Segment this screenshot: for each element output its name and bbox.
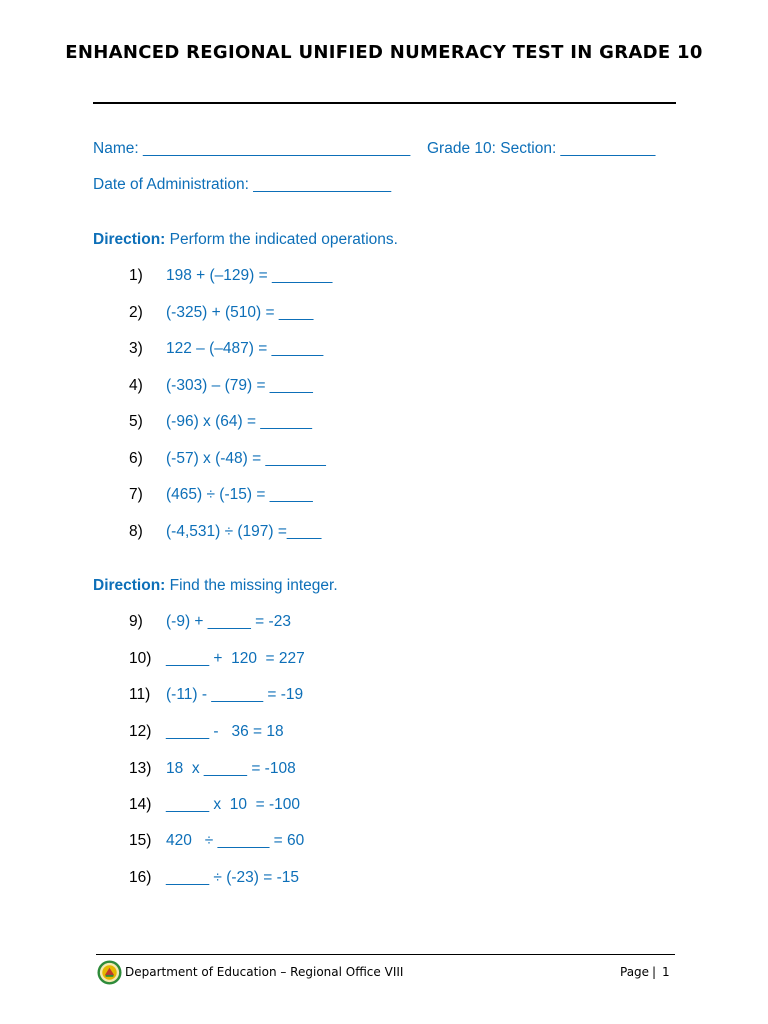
item-number: 14) [129,796,152,813]
item-number: 15) [129,832,152,849]
direction-1-label: Direction: [93,231,166,248]
item-number: 8) [129,523,143,540]
item-expression: (-4,531) ÷ (197) =____ [166,523,322,540]
item-number: 2) [129,304,143,321]
direction-1-text: Perform the indicated operations. [165,231,398,248]
item-expression: 198 + (–129) = _______ [166,267,333,284]
item-expression: (-325) + (510) = ____ [166,304,314,321]
item-number: 6) [129,450,143,467]
footer-page-label: Page [620,965,650,979]
grade-section-field: Grade 10: Section: ___________ [427,140,656,157]
name-field: Name: _______________________________ [93,140,411,157]
item-expression: (-9) + _____ = -23 [166,613,291,630]
item-number: 7) [129,486,143,503]
footer-org: Department of Education – Regional Office VIII [125,965,404,979]
item-number: 9) [129,613,143,630]
item-number: 11) [129,686,151,703]
item-expression: _____ + 120 = 227 [166,650,305,667]
direction-2-text: Find the missing integer. [165,577,338,594]
footer-divider [96,954,675,955]
direction-1 [93,230,398,250]
title-divider [93,102,676,104]
item-number: 4) [129,377,143,394]
item-expression: (-303) – (79) = _____ [166,377,313,394]
page-title: ENHANCED REGIONAL UNIFIED NUMERACY TEST IN GRADE 10 [65,42,703,63]
item-expression: (-57) x (-48) = _______ [166,450,326,467]
item-number: 13) [129,760,152,777]
item-number: 12) [129,723,152,740]
deped-seal-icon [97,960,122,985]
footer-page-number: 1 [662,965,670,979]
item-expression: 18 x _____ = -108 [166,760,296,777]
item-expression: 420 ÷ ______ = 60 [166,832,305,849]
item-expression: (-96) x (64) = ______ [166,413,313,430]
item-expression: _____ ÷ (-23) = -15 [166,869,300,886]
item-expression: 122 – (–487) = ______ [166,340,324,357]
direction-2-label: Direction: [93,577,166,594]
item-expression: (-11) - ______ = -19 [166,686,304,703]
item-number: 10) [129,650,152,667]
item-expression: _____ - 36 = 18 [166,723,284,740]
footer-separator: | [652,965,657,979]
item-number: 16) [129,869,152,886]
item-number: 1) [129,267,143,284]
direction-2 [93,576,338,596]
date-field: Date of Administration: ________________ [93,176,392,193]
item-expression: (465) ÷ (-15) = _____ [166,486,313,503]
item-number: 3) [129,340,143,357]
item-number: 5) [129,413,143,430]
item-expression: _____ x 10 = -100 [166,796,301,813]
